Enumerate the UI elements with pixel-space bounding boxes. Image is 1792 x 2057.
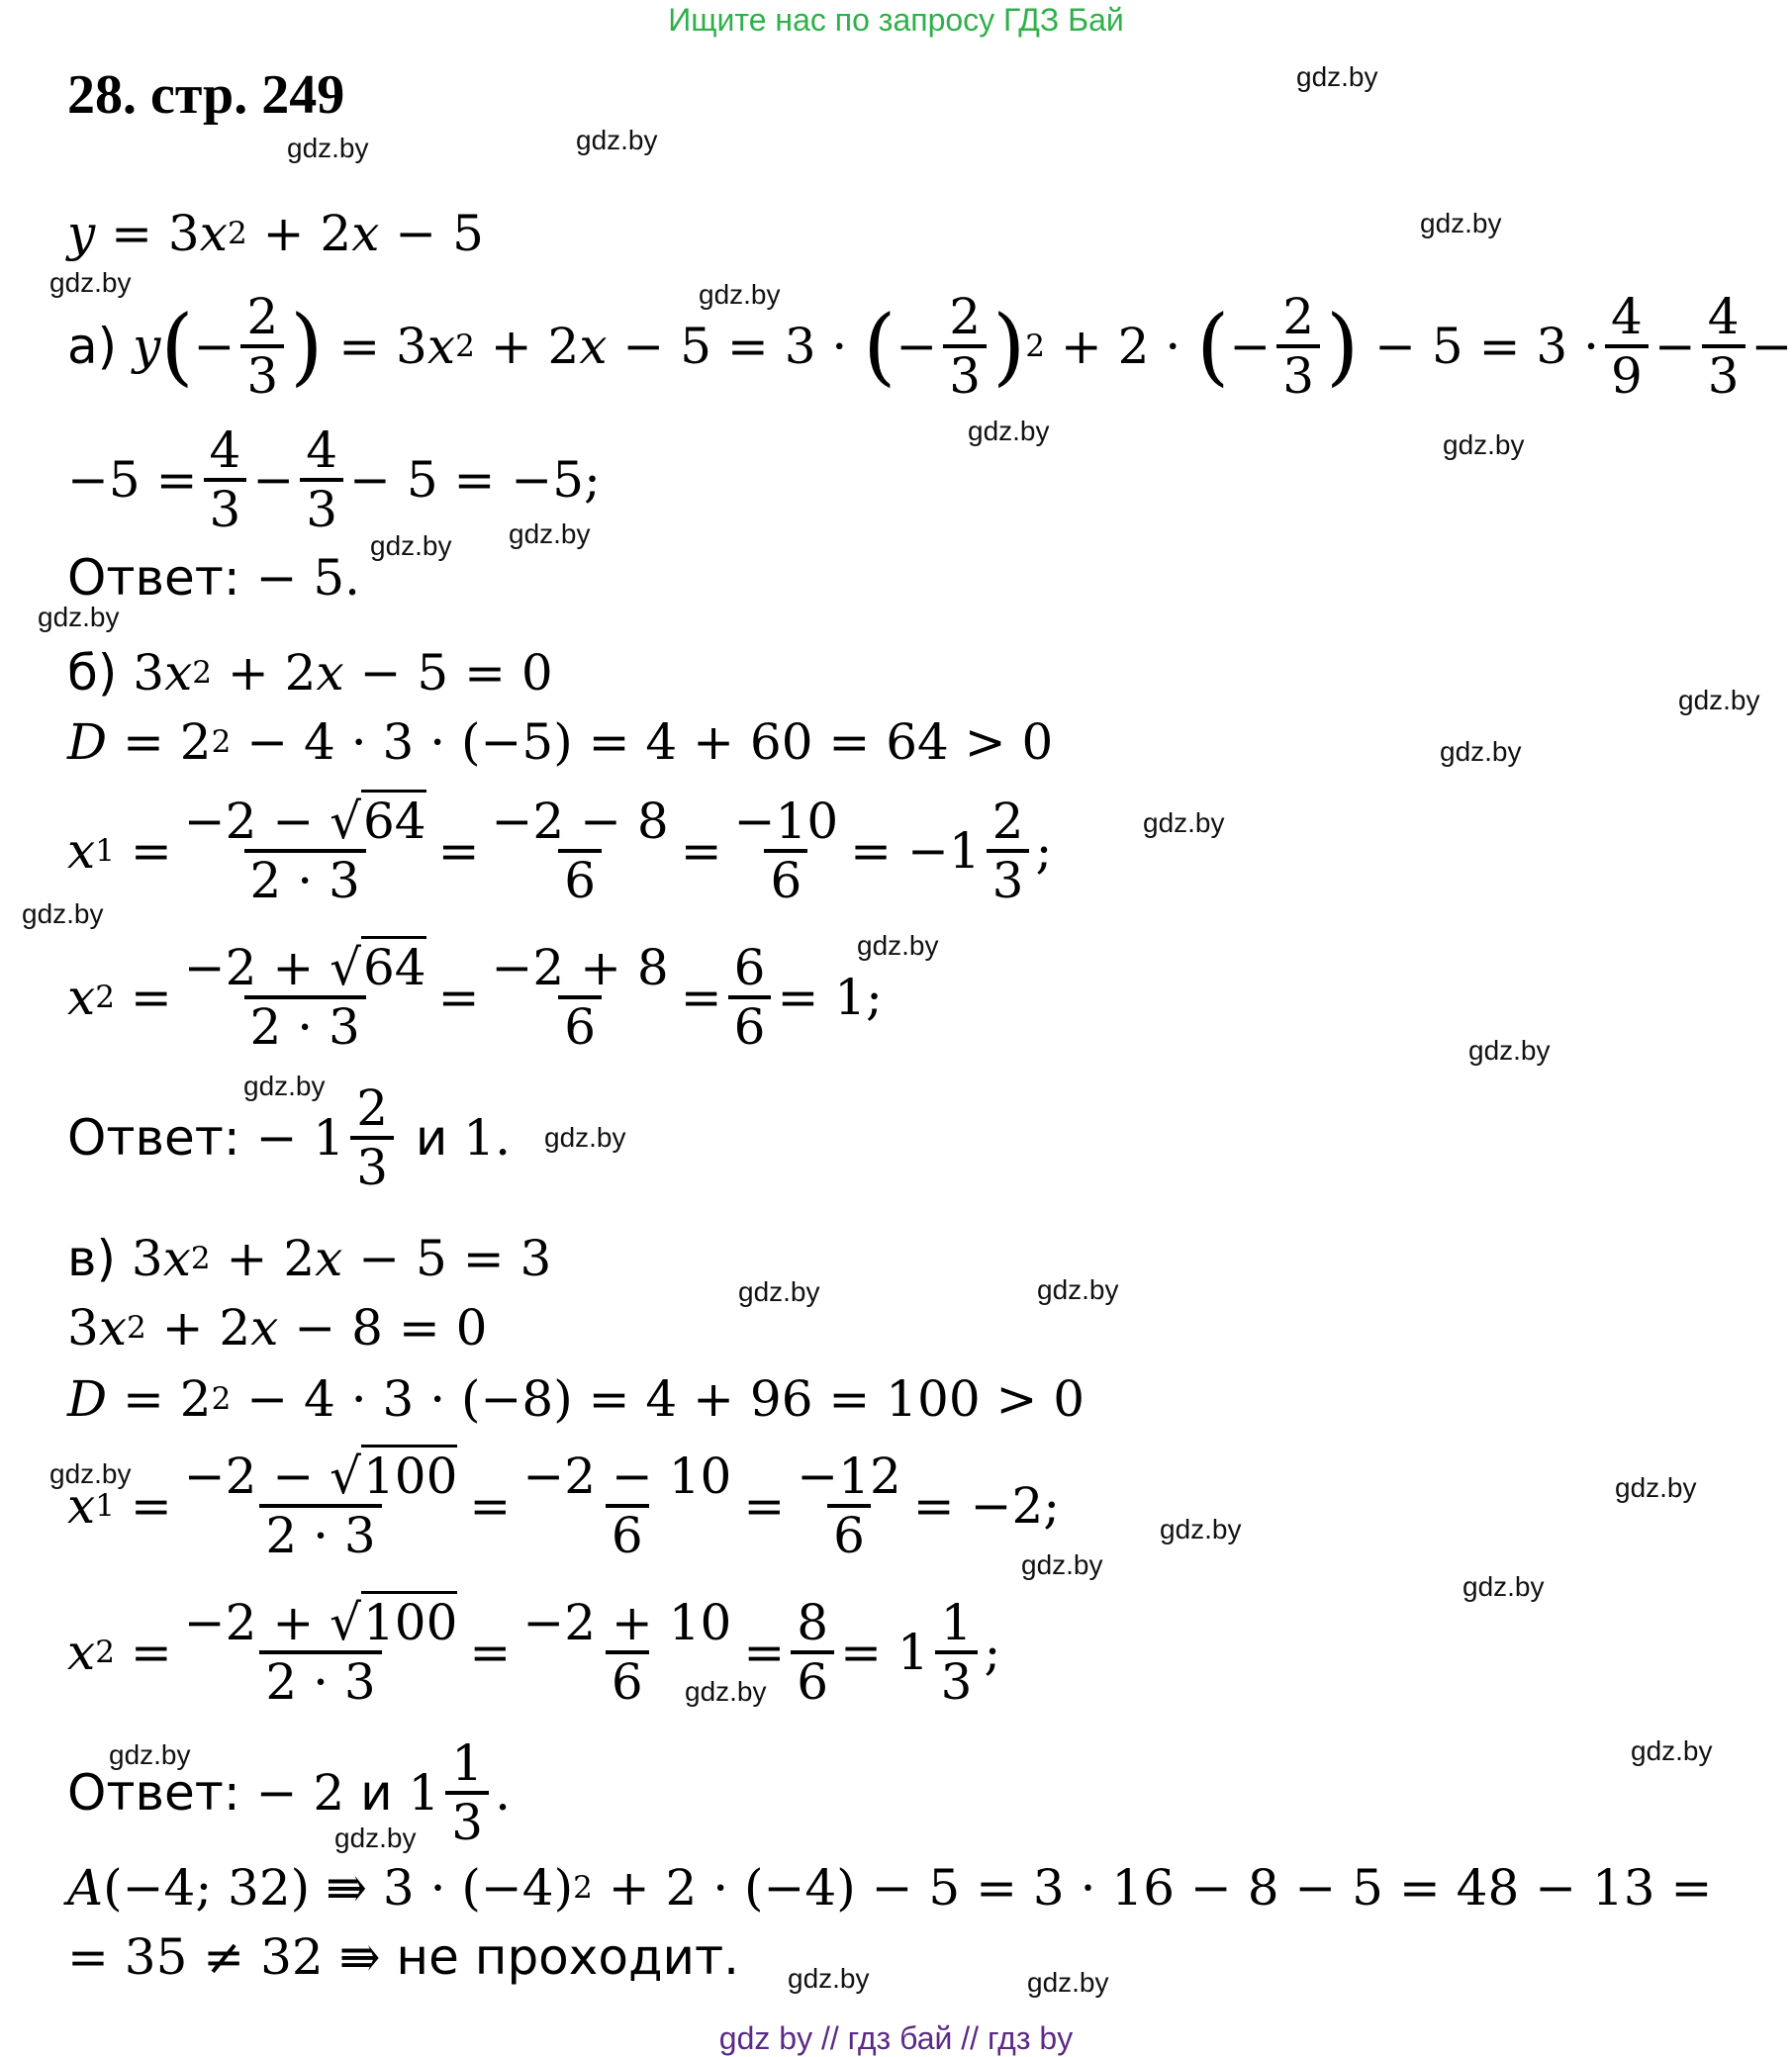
watermark: gdz.by <box>1440 736 1522 767</box>
part-v-answer: Ответ: − 2 и 1 $\frac{1}{3}$ . <box>67 1733 512 1851</box>
top-banner: Ищите нас по запросу ГДЗ Бай <box>668 2 1124 38</box>
watermark: gdz.by <box>685 1676 767 1707</box>
answer-word: Ответ: <box>67 1764 240 1822</box>
watermark: gdz.by <box>699 279 781 310</box>
watermark: gdz.by <box>22 898 104 929</box>
watermark: gdz.by <box>788 1963 870 1994</box>
watermark: gdz.by <box>1296 61 1378 92</box>
watermark: gdz.by <box>49 1458 132 1489</box>
watermark: gdz.by <box>334 1823 417 1853</box>
and-word: и <box>360 1764 393 1822</box>
answer-word: Ответ: <box>67 1109 240 1167</box>
part-b-root-2: x 2 = $\frac{-2 + √64}{2 \cdot 3}$ = $\frac{-2 + 8}{6}$ = $\frac{6}{6}$ = 1; <box>67 938 883 1057</box>
part-b-discriminant: D = 2 2 − 4 · 3 · (−5) = 4 + 60 = 64 > 0 <box>67 713 1054 771</box>
point-check-line-1: A (−4; 32) ⇛ 3 · (−4) 2 + 2 · (−4) − 5 = 3 · 16 − 8 − 5 = 48 − 13 = <box>67 1859 1713 1917</box>
watermark: gdz.by <box>1143 807 1225 838</box>
part-v-root-2: x 2 = $\frac{-2 + √100}{2 \cdot 3}$ = $\frac{-2 + 10}{6}$ = $\frac{8}{6}$ = 1 $\frac{1}{3}$ ; <box>67 1593 1000 1712</box>
part-v-reduced-equation: 3 x 2 + 2 x − 8 = 0 <box>67 1299 488 1356</box>
watermark: gdz.by <box>544 1122 626 1153</box>
part-v-label: в) <box>67 1230 116 1287</box>
watermark: gdz.by <box>1462 1571 1545 1602</box>
watermark: gdz.by <box>109 1739 191 1770</box>
watermark: gdz.by <box>287 133 369 163</box>
watermark: gdz.by <box>1420 208 1502 238</box>
watermark: gdz.by <box>243 1071 326 1101</box>
watermark: gdz.by <box>1468 1035 1551 1066</box>
answer-word: Ответ: <box>67 549 240 607</box>
watermark: gdz.by <box>1631 1735 1713 1766</box>
watermark: gdz.by <box>1037 1274 1119 1305</box>
watermark: gdz.by <box>509 518 591 549</box>
page-title: 28. стр. 249 <box>67 64 345 126</box>
watermark: gdz.by <box>1443 429 1525 460</box>
part-a-answer: Ответ: − 5. <box>67 549 361 607</box>
part-v-root-1: x 1 = $\frac{-2 - √100}{2 \cdot 3}$ = $\frac{-2 - 10}{6}$ = $\frac{-12}{6}$ = −2; <box>67 1447 1060 1565</box>
watermark: gdz.by <box>49 267 132 298</box>
part-v-discriminant: D = 2 2 − 4 · 3 · (−8) = 4 + 96 = 100 > 0 <box>67 1370 1085 1428</box>
watermark: gdz.by <box>576 125 658 155</box>
watermark: gdz.by <box>857 930 939 961</box>
watermark: gdz.by <box>1021 1549 1103 1580</box>
watermark: gdz.by <box>968 416 1050 446</box>
part-v-equation: в) 3 x 2 + 2 x − 5 = 3 <box>67 1230 552 1287</box>
watermark: gdz.by <box>1615 1472 1697 1503</box>
and-word: и <box>415 1109 448 1167</box>
watermark: gdz.by <box>1027 1967 1109 1998</box>
watermark: gdz.by <box>38 602 120 632</box>
part-b-equation: б) 3 x 2 + 2 x − 5 = 0 <box>67 644 553 701</box>
watermark: gdz.by <box>738 1276 820 1307</box>
part-a-line-2: −5 = $\frac{4}{3}$ − $\frac{4}{3}$ − 5 = −5; <box>67 421 601 538</box>
bottom-banner: gdz by // гдз бай // гдз by <box>718 2020 1074 2056</box>
part-a-label: а) <box>67 318 118 375</box>
watermark: gdz.by <box>370 530 452 561</box>
watermark: gdz.by <box>1160 1514 1242 1544</box>
part-b-answer: Ответ: − 1 $\frac{2}{3}$ и 1. <box>67 1078 512 1196</box>
does-not-pass-text: не проходит. <box>396 1928 740 1986</box>
part-a-line-1: а) y ( − $\frac{2}{3}$ ) = 3 x 2 + 2 x − 5 = 3 · ( − $\frac{2}{3}$ ) 2 + 2 · ( − $\frac{2}{3}$ ) − 5 = 3 · $\frac{4}{9}$ − $\frac{4}{3}$ − <box>67 287 1792 405</box>
part-b-label: б) <box>67 644 118 701</box>
watermark: gdz.by <box>1678 685 1760 715</box>
point-check-line-2: = 35 ≠ 32 ⇛ не проходит. <box>67 1928 740 1986</box>
part-b-root-1: x 1 = $\frac{-2 - √64}{2 \cdot 3}$ = $\frac{-2 - 8}{6}$ = $\frac{-10}{6}$ = −1 $\frac{2}{3}$ ; <box>67 792 1052 910</box>
function-definition: y = 3 x 2 + 2 x − 5 <box>67 205 484 262</box>
